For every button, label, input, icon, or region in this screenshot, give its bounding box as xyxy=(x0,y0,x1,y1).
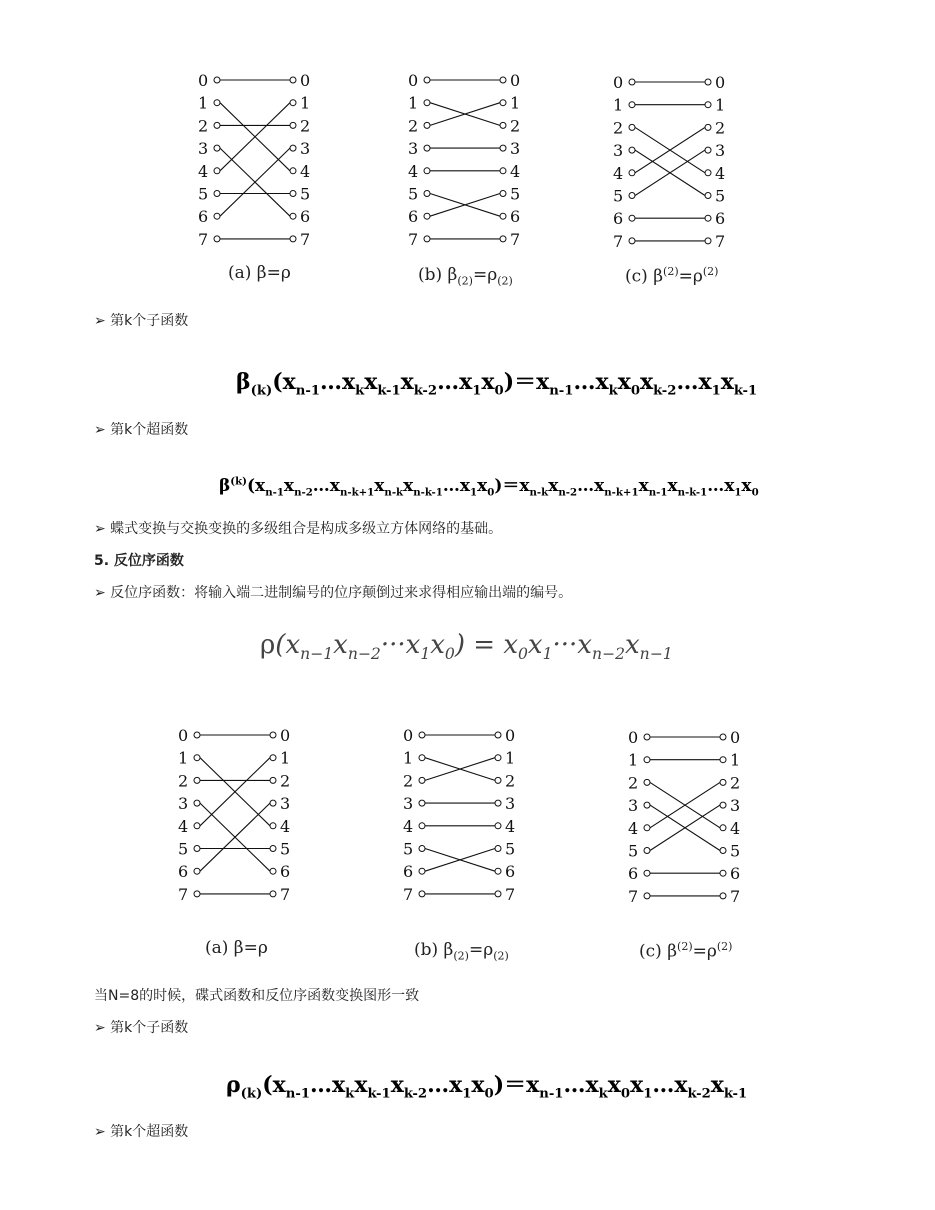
output-label: 5 xyxy=(510,184,521,204)
output-node xyxy=(705,215,711,221)
input-node xyxy=(644,870,650,876)
output-node xyxy=(705,193,711,199)
formula-beta-sub: $\beta_{(k)}(x_{n-1}\dots x_kx_{k-1}x_{k-2}\dots x_1x_0)=x_{n-1}\dots x_kx_0x_{k-2}\dots x_1x_{k-1}$ xyxy=(236,369,758,399)
input-node xyxy=(644,802,650,808)
output-label: 6 xyxy=(730,864,741,884)
output-label: 6 xyxy=(715,209,726,229)
output-label: 7 xyxy=(280,884,291,904)
caption-bottom-b: (b) $\beta_{(2)}=\rho_{(2)}$ xyxy=(414,940,509,963)
input-node xyxy=(419,868,425,874)
kth-subfunction-label-2: ➢ 第k个子函数 xyxy=(94,1020,189,1036)
output-label: 2 xyxy=(730,773,741,793)
output-node xyxy=(270,891,276,897)
input-node xyxy=(629,170,635,176)
output-node xyxy=(500,236,506,242)
input-node xyxy=(419,846,425,852)
output-label: 0 xyxy=(505,726,516,745)
output-node xyxy=(290,191,296,197)
figure-bottom xyxy=(175,725,755,945)
output-label: 6 xyxy=(505,862,516,882)
output-label: 2 xyxy=(715,118,726,138)
output-node xyxy=(270,777,276,783)
output-label: 3 xyxy=(280,794,291,814)
input-node xyxy=(214,145,220,151)
output-node xyxy=(290,100,296,106)
output-node xyxy=(270,846,276,852)
output-label: 3 xyxy=(300,139,311,159)
input-node xyxy=(644,779,650,785)
output-label: 7 xyxy=(715,231,726,251)
output-label: 7 xyxy=(300,229,311,249)
output-node xyxy=(290,213,296,219)
perm-panel-top-b xyxy=(405,70,535,249)
input-node xyxy=(194,755,200,761)
caption-top-b: (b) $\beta_{(2)}=\rho_{(2)}$ xyxy=(418,265,513,288)
kth-superfunction-label-1: ➢ 第k个超函数 xyxy=(94,422,189,438)
input-label: 1 xyxy=(178,748,189,768)
output-label: 5 xyxy=(280,839,291,859)
output-label: 4 xyxy=(280,816,291,836)
input-label: 7 xyxy=(408,229,419,249)
figure-top xyxy=(195,70,735,290)
output-node xyxy=(720,802,726,808)
input-label: 3 xyxy=(628,796,639,816)
input-node xyxy=(629,238,635,244)
output-label: 4 xyxy=(730,818,741,838)
output-label: 1 xyxy=(510,93,521,113)
output-node xyxy=(495,777,501,783)
output-node xyxy=(720,870,726,876)
output-label: 1 xyxy=(715,95,726,115)
input-node xyxy=(194,868,200,874)
output-node xyxy=(500,77,506,83)
output-node xyxy=(705,147,711,153)
input-node xyxy=(644,757,650,763)
output-node xyxy=(495,891,501,897)
input-label: 7 xyxy=(628,886,639,906)
input-node xyxy=(424,100,430,106)
output-label: 4 xyxy=(510,161,521,181)
output-node xyxy=(495,732,501,738)
output-label: 1 xyxy=(280,748,291,768)
input-node xyxy=(424,145,430,151)
output-label: 0 xyxy=(715,73,726,92)
input-label: 0 xyxy=(628,728,639,747)
input-label: 0 xyxy=(198,71,209,90)
input-node xyxy=(214,100,220,106)
output-node xyxy=(495,823,501,829)
output-node xyxy=(290,145,296,151)
output-label: 2 xyxy=(300,116,311,136)
output-node xyxy=(705,238,711,244)
input-label: 0 xyxy=(613,73,624,92)
input-label: 6 xyxy=(628,864,639,884)
input-label: 2 xyxy=(403,771,414,791)
output-node xyxy=(500,191,506,197)
output-label: 5 xyxy=(300,184,311,204)
output-node xyxy=(290,236,296,242)
input-label: 6 xyxy=(408,207,419,227)
output-label: 0 xyxy=(280,726,291,745)
output-node xyxy=(720,825,726,831)
input-label: 7 xyxy=(178,884,189,904)
perm-panel-top-a xyxy=(195,70,325,249)
output-node xyxy=(705,170,711,176)
input-node xyxy=(419,777,425,783)
formula-rho-def: $\rho(x_{n-1}x_{n-2}\cdot\cdot\cdot x_1x_0) = x_0x_1\cdot\cdot\cdot x_{n-2}x_{n-1}$ xyxy=(260,630,673,664)
output-label: 1 xyxy=(730,750,741,770)
input-label: 1 xyxy=(403,748,414,768)
output-label: 5 xyxy=(715,186,726,206)
input-label: 4 xyxy=(403,816,414,836)
input-node xyxy=(644,734,650,740)
output-label: 5 xyxy=(730,841,741,861)
output-label: 4 xyxy=(505,816,516,836)
output-label: 1 xyxy=(505,748,516,768)
caption-top-a: (a) β=ρ xyxy=(228,263,291,283)
output-node xyxy=(270,868,276,874)
input-node xyxy=(629,124,635,130)
perm-panel-bottom-a xyxy=(175,725,305,904)
input-node xyxy=(194,777,200,783)
input-label: 5 xyxy=(178,839,189,859)
input-label: 6 xyxy=(198,207,209,227)
output-node xyxy=(720,779,726,785)
input-label: 2 xyxy=(198,116,209,136)
output-label: 3 xyxy=(505,794,516,814)
output-label: 3 xyxy=(510,139,521,159)
input-node xyxy=(629,215,635,221)
formula-rho-sub: $\rho_{(k)}(x_{n-1}\dots x_kx_{k-1}x_{k-2}\dots x_1x_0)=x_{n-1}\dots x_kx_0x_1\dots x_{k-2}x_{k-1}$ xyxy=(226,1072,748,1102)
input-node xyxy=(194,846,200,852)
input-label: 2 xyxy=(178,771,189,791)
input-node xyxy=(424,168,430,174)
input-label: 4 xyxy=(628,818,639,838)
output-node xyxy=(500,213,506,219)
input-label: 7 xyxy=(613,231,624,251)
input-label: 0 xyxy=(178,726,189,745)
output-label: 5 xyxy=(505,839,516,859)
output-label: 2 xyxy=(280,771,291,791)
input-node xyxy=(194,891,200,897)
input-node xyxy=(194,732,200,738)
input-node xyxy=(214,122,220,128)
input-node xyxy=(194,800,200,806)
formula-beta-super: $\beta^{(k)}(x_{n-1}x_{n-2}\dots x_{n-k+1}x_{n-k}x_{n-k-1}\dots x_1x_0)=x_{n-k}x_{n-2}\dots x_{n-k+1}x_{n-1}x_{n-k-1}\dots x_1x_0$ xyxy=(219,475,759,499)
output-node xyxy=(705,102,711,108)
input-label: 5 xyxy=(198,184,209,204)
kth-superfunction-label-2: ➢ 第k个超函数 xyxy=(94,1124,189,1140)
output-node xyxy=(500,100,506,106)
output-node xyxy=(270,755,276,761)
input-node xyxy=(214,213,220,219)
input-node xyxy=(424,236,430,242)
input-label: 6 xyxy=(613,209,624,229)
output-label: 2 xyxy=(510,116,521,136)
input-label: 6 xyxy=(178,862,189,882)
input-label: 1 xyxy=(613,95,624,115)
input-node xyxy=(629,79,635,85)
output-label: 4 xyxy=(715,163,726,183)
butterfly-note: ➢ 蝶式变换与交换变换的多级组合是构成多级立方体网络的基础。 xyxy=(94,521,503,537)
input-label: 1 xyxy=(198,93,209,113)
input-label: 1 xyxy=(408,93,419,113)
output-node xyxy=(705,79,711,85)
caption-bottom-a: (a) β=ρ xyxy=(205,938,268,958)
output-node xyxy=(290,168,296,174)
input-label: 3 xyxy=(403,794,414,814)
input-label: 6 xyxy=(403,862,414,882)
input-label: 0 xyxy=(408,71,419,90)
input-node xyxy=(419,800,425,806)
kth-subfunction-label-1: ➢ 第k个子函数 xyxy=(94,313,189,329)
output-label: 0 xyxy=(300,71,311,90)
output-node xyxy=(495,846,501,852)
input-label: 4 xyxy=(613,163,624,183)
output-node xyxy=(270,800,276,806)
output-node xyxy=(500,145,506,151)
input-label: 2 xyxy=(628,773,639,793)
output-node xyxy=(270,823,276,829)
input-label: 4 xyxy=(178,816,189,836)
input-node xyxy=(644,848,650,854)
output-node xyxy=(720,848,726,854)
input-node xyxy=(424,191,430,197)
input-node xyxy=(644,825,650,831)
input-node xyxy=(424,122,430,128)
input-label: 3 xyxy=(408,139,419,159)
input-node xyxy=(214,236,220,242)
output-node xyxy=(500,168,506,174)
output-node xyxy=(270,732,276,738)
output-label: 3 xyxy=(715,141,726,161)
input-node xyxy=(419,823,425,829)
output-node xyxy=(290,122,296,128)
input-node xyxy=(194,823,200,829)
input-label: 5 xyxy=(408,184,419,204)
input-node xyxy=(214,191,220,197)
output-label: 7 xyxy=(510,229,521,249)
output-node xyxy=(705,124,711,130)
output-node xyxy=(720,757,726,763)
output-node xyxy=(720,893,726,899)
input-label: 7 xyxy=(403,884,414,904)
input-label: 4 xyxy=(408,161,419,181)
input-label: 2 xyxy=(408,116,419,136)
input-node xyxy=(629,193,635,199)
input-node xyxy=(419,755,425,761)
input-node xyxy=(629,147,635,153)
output-node xyxy=(720,734,726,740)
perm-panel-bottom-c xyxy=(625,727,755,906)
input-node xyxy=(214,77,220,83)
output-node xyxy=(290,77,296,83)
input-label: 4 xyxy=(198,161,209,181)
n8-note: 当N=8的时候，碟式函数和反位序函数变换图形一致 xyxy=(94,988,420,1004)
output-label: 7 xyxy=(505,884,516,904)
output-label: 6 xyxy=(300,207,311,227)
input-node xyxy=(214,168,220,174)
output-label: 3 xyxy=(730,796,741,816)
output-node xyxy=(495,800,501,806)
input-label: 3 xyxy=(178,794,189,814)
input-node xyxy=(419,732,425,738)
output-label: 6 xyxy=(510,207,521,227)
input-label: 7 xyxy=(198,229,209,249)
input-node xyxy=(644,893,650,899)
input-label: 3 xyxy=(613,141,624,161)
output-label: 1 xyxy=(300,93,311,113)
input-label: 1 xyxy=(628,750,639,770)
input-label: 5 xyxy=(628,841,639,861)
caption-bottom-c: (c) $\beta^{(2)}=\rho^{(2)}$ xyxy=(639,940,733,962)
section-5-heading: 5. 反位序函数 xyxy=(94,553,184,569)
perm-panel-top-c xyxy=(610,72,740,251)
perm-panel-bottom-b xyxy=(400,725,530,904)
output-node xyxy=(500,122,506,128)
output-label: 2 xyxy=(505,771,516,791)
output-label: 7 xyxy=(730,886,741,906)
input-node xyxy=(424,213,430,219)
output-node xyxy=(495,868,501,874)
caption-top-c: (c) $\beta^{(2)}=\rho^{(2)}$ xyxy=(625,265,719,287)
output-label: 4 xyxy=(300,161,311,181)
input-label: 3 xyxy=(198,139,209,159)
reverse-definition: ➢ 反位序函数：将输入端二进制编号的位序颠倒过来求得相应输出端的编号。 xyxy=(94,585,573,601)
output-node xyxy=(495,755,501,761)
input-label: 2 xyxy=(613,118,624,138)
input-node xyxy=(419,891,425,897)
output-label: 6 xyxy=(280,862,291,882)
input-node xyxy=(629,102,635,108)
output-label: 0 xyxy=(730,728,741,747)
input-node xyxy=(424,77,430,83)
input-label: 5 xyxy=(613,186,624,206)
output-label: 0 xyxy=(510,71,521,90)
input-label: 5 xyxy=(403,839,414,859)
input-label: 0 xyxy=(403,726,414,745)
